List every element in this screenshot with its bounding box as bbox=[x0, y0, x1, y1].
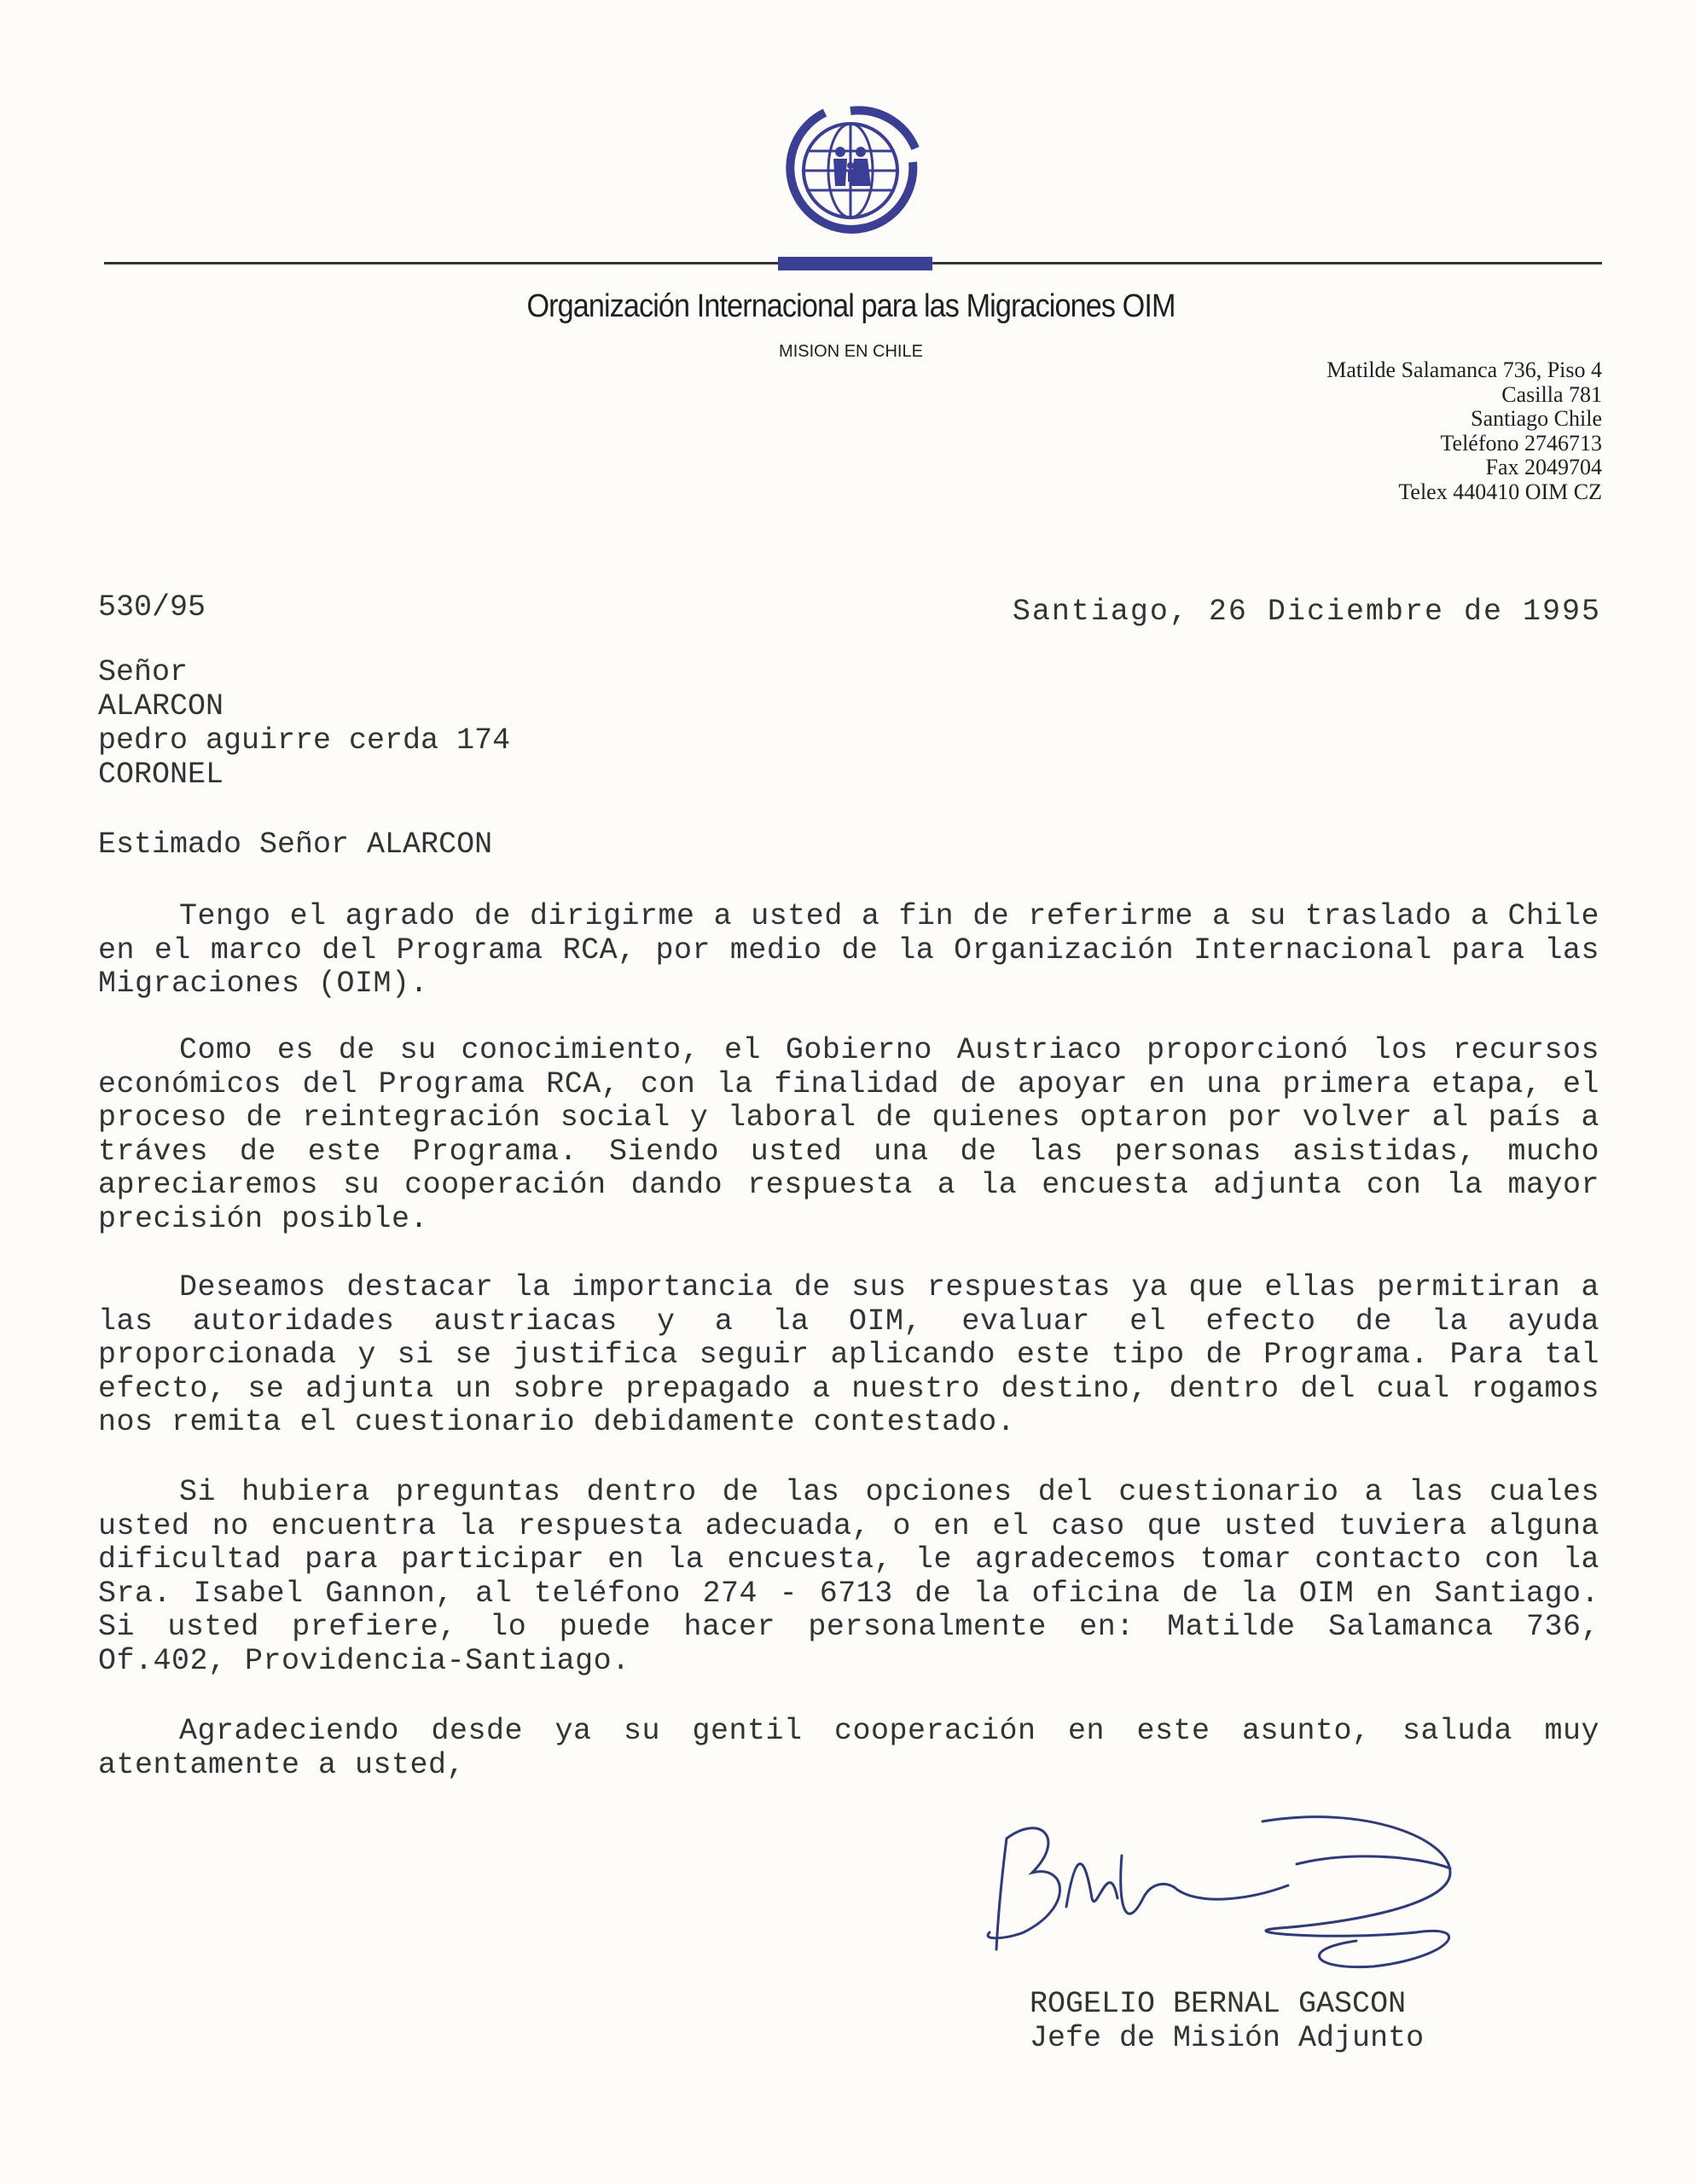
signer-block bbox=[1030, 1987, 1424, 2055]
org-name: Organización Internacional para las Migraciones OIM bbox=[526, 288, 1175, 324]
reference-number: 530/95 bbox=[98, 590, 206, 624]
recipient-line: Señor bbox=[98, 655, 189, 689]
body-paragraph: Si hubiera preguntas dentro de las opciones del cuestionario a las cuales usted no encuentra la respuesta adecuada, o en el caso que usted tuviera alguna dificultad para participar en la encuesta, le agradecemos tomar contacto con la Sra. Isabel Gannon, al teléfono 274 - 6713 de la oficina de la OIM en Santiago. Si usted prefiere, lo puede hacer personalmente en: Matilde Salamanca 736, Of.402, Providencia-Santiago. bbox=[98, 1475, 1599, 1678]
recipient-line: ALARCON bbox=[98, 689, 224, 723]
address-line: Teléfono 2746713 bbox=[1440, 430, 1602, 456]
address-line: Fax 2049704 bbox=[1485, 455, 1602, 479]
signer-name: ROGELIO BERNAL GASCON bbox=[1030, 1987, 1407, 2021]
letter-date: Santiago, 26 Diciembre de 1995 bbox=[1012, 595, 1601, 629]
mission-label: MISION EN CHILE bbox=[779, 342, 923, 361]
recipient-block bbox=[98, 655, 510, 792]
address-line: Casilla 781 bbox=[1501, 381, 1602, 407]
recipient-line: CORONEL bbox=[98, 758, 224, 792]
body-paragraph: Deseamos destacar la importancia de sus respuestas ya que ellas permitiran a las autoridades austriacas y a la OIM, evaluar el efecto de la ayuda proporcionada y si se justifica seguir aplicando este tipo de Programa. Para tal efecto, se adjunta un sobre prepagado a nuestro destino, dentro del cual rogamos nos remita el cuestionario debidamente contestado. bbox=[98, 1270, 1599, 1439]
iom-logo-icon bbox=[772, 104, 921, 245]
salutation: Estimado Señor ALARCON bbox=[98, 828, 493, 862]
address-line: Santiago Chile bbox=[1471, 406, 1602, 431]
body-paragraph: Tengo el agrado de dirigirme a usted a fin de referirme a su traslado a Chile en el marco del Programa RCA, por medio de la Organización Internacional para las Migraciones (OIM). bbox=[98, 899, 1599, 1001]
org-address bbox=[1326, 358, 1602, 504]
signer-title: Jefe de Misión Adjunto bbox=[1030, 2021, 1425, 2055]
body-paragraph: Como es de su conocimiento, el Gobierno Austriaco proporcionó los recursos económicos del Programa RCA, con la finalidad de apoyar en una primera etapa, el proceso de reintegración social y laboral de quienes optaron por volver al país a tráves de este Programa. Siendo usted una de las personas asistidas, mucho apreciaremos su cooperación dando respuesta a la encuesta adjunta con la mayor precisión posible. bbox=[98, 1033, 1599, 1236]
letterhead-accent-bar bbox=[778, 257, 932, 270]
address-line: Matilde Salamanca 736, Piso 4 bbox=[1326, 357, 1602, 382]
address-line: Telex 440410 OIM CZ bbox=[1398, 479, 1602, 504]
recipient-line: pedro aguirre cerda 174 bbox=[98, 723, 511, 758]
signature-icon bbox=[972, 1804, 1518, 1975]
body-paragraph: Agradeciendo desde ya su gentil cooperación en este asunto, saluda muy atentamente a usted, bbox=[98, 1714, 1599, 1782]
